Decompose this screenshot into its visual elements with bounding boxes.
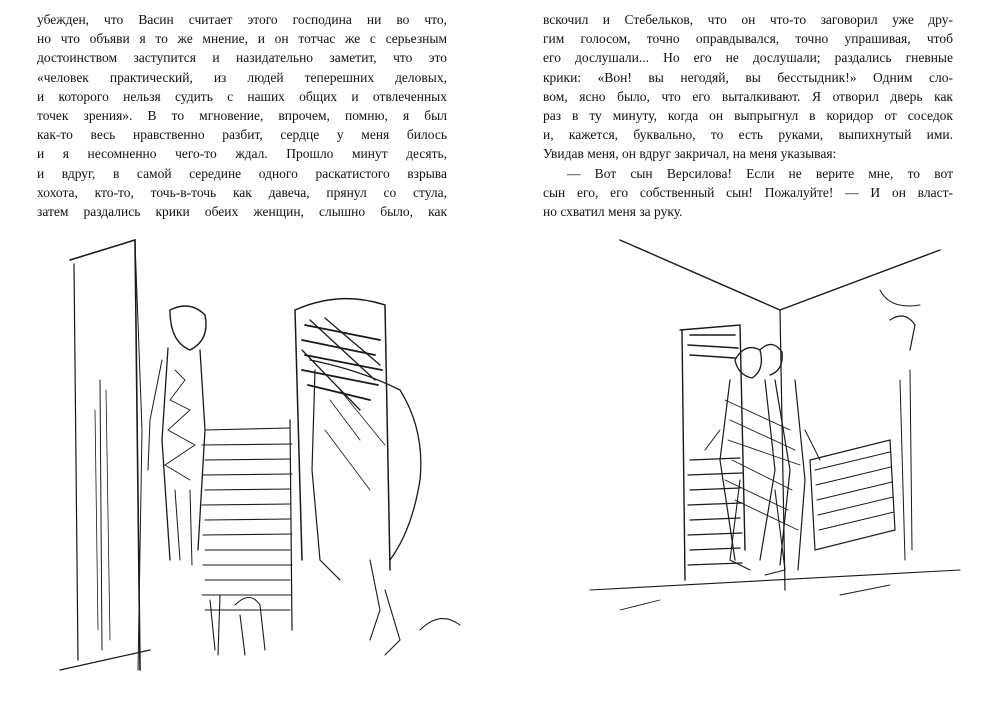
sketch-doorway-scene xyxy=(40,230,480,690)
text-line: как-то весь нравственно разбит, сердце у меня билось xyxy=(37,127,447,143)
text-line: но схватил меня за руку. xyxy=(543,203,683,219)
text-line: и которого нельзя судить с наших общих и отвлеченных xyxy=(37,88,447,104)
right-page-text xyxy=(543,10,953,221)
text-line: но что объяви я то же мнение, и он тотчас же с серьезным xyxy=(37,31,447,47)
text-line: гим голосом, точно оправдывался, точно упрашивая, чтоб xyxy=(543,31,953,47)
text-line: вом, ясно было, что его выталкивают. Я отворил дверь как xyxy=(543,88,953,104)
text-line: сын его, его собственный сын! Пожалуйте! — И он власт- xyxy=(543,184,953,200)
text-line: хохота, кто-то, точь-в-точь как давеча, прянул со стула, xyxy=(37,184,447,200)
text-line: убежден, что Васин считает этого господина ни во что, xyxy=(37,12,447,27)
left-page-text xyxy=(37,10,447,221)
text-line: и вдруг, в самой середине одного раскатистого взрыва xyxy=(37,165,447,181)
text-line: Увидав меня, он вдруг закричал, на меня указывая: xyxy=(543,146,837,162)
right-page xyxy=(500,0,1000,704)
sketch-corridor-scene xyxy=(560,230,980,650)
left-illustration xyxy=(40,230,480,690)
text-line: точек зрения». В то мгновение, впрочем, помню, я был xyxy=(37,107,447,123)
right-illustration xyxy=(560,230,980,650)
text-line: вскочил и Стебельков, что он что-то заговорил уже дру- xyxy=(543,12,953,27)
text-line: раз в ту минуту, когда он выпрыгнул в коридор от соседок xyxy=(543,107,953,123)
text-line: его дослушали... Но его не дослушали; раздались гневные xyxy=(543,50,953,66)
text-line: — Вот сын Версилова! Если не верите мне, то вот xyxy=(567,165,953,181)
text-line: достоинством заступится и назидательно заметит, что это xyxy=(37,50,447,66)
text-line: и я несомненно чего-то ждал. Прошло минут десять, xyxy=(37,146,447,162)
text-line: затем раздались крики обеих женщин, слышно было, как xyxy=(37,203,447,219)
text-line: и, кажется, буквально, то есть руками, выпихнутый ими. xyxy=(543,127,953,143)
text-line: крики: «Вон! вы негодяй, вы бесстыдник!» Одним сло- xyxy=(543,69,953,85)
text-line: «человек практический, из людей теперешних деловых, xyxy=(37,69,447,85)
